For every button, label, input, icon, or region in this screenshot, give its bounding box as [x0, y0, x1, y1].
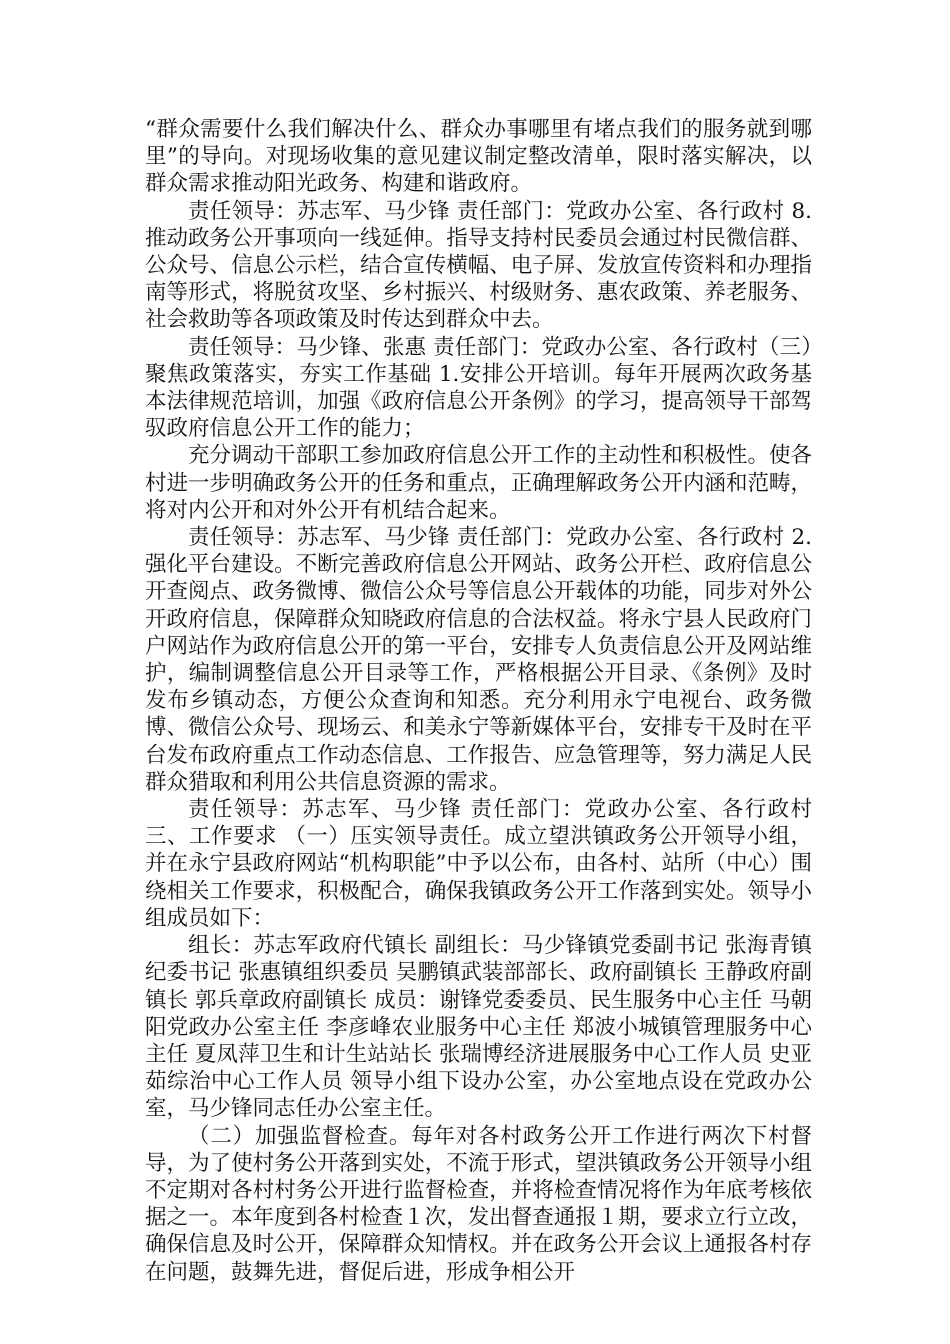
- document-page: [145, 116, 812, 1286]
- paragraph-5: 责任领导：苏志军、马少锋 责任部门：党政办公室、各行政村 2.强化平台建设。不断完善政府信息公开网站、政务公开栏、政府信息公开查阅点、政务微博、微信公众号等信息公开载体的功能，同步对外公开政府信息，保障群众知晓政府信息的合法权益。将永宁县人民政府门户网站作为政府信息公开的第一平台，安排专人负责信息公开及网站维护，编制调整信息公开目录等工作，严格根据公开目录、《条例》及时发布乡镇动态，方便公众查询和知悉。充分利用永宁电视台、政务微博、微信公众号、现场云、和美永宁等新媒体平台，安排专干及时在平台发布政府重点工作动态信息、工作报告、应急管理等，努力满足人民群众猎取和利用公共信息资源的需求。: [145, 525, 812, 795]
- paragraph-4: 充分调动干部职工参加政府信息公开工作的主动性和积极性。使各村进一步明确政务公开的任务和重点，正确理解政务公开内涵和范畴，将对内公开和对外公开有机结合起来。: [145, 443, 812, 523]
- paragraph-1: “群众需要什么我们解决什么、群众办事哪里有堵点我们的服务就到哪里”的导向。对现场收集的意见建议制定整改清单，限时落实解决，以群众需求推动阳光政务、构建和谐政府。: [145, 117, 812, 197]
- paragraph-8: （二）加强监督检查。每年对各村政务公开工作进行两次下村督导，为了使村务公开落到实处，不流于形式，望洪镇政务公开领导小组不定期对各村村务公开进行监督检查，并将检查情况将作为年底考核依据之一。本年度到各村检查１次，发出督查通报１期，要求立行立改，确保信息及时公开，保障群众知情权。并在政务公开会议上通报各村存在问题，鼓舞先进，督促后进，形成争相公开: [145, 1123, 812, 1285]
- paragraph-3: 责任领导：马少锋、张惠 责任部门：党政办公室、各行政村（三）聚焦政策落实，夯实工作基础 1.安排公开培训。每年开展两次政务基本法律规范培训，加强《政府信息公开条例》的学习，提高领导干部驾驭政府信息公开工作的能力；: [145, 334, 812, 442]
- paragraph-6: 责任领导：苏志军、马少锋 责任部门：党政办公室、各行政村 三、工作要求 （一）压实领导责任。成立望洪镇政务公开领导小组，并在永宁县政府网站“机构职能”中予以公布，由各村、站所（中心）围绕相关工作要求，积极配合，确保我镇政务公开工作落到实处。领导小组成员如下：: [145, 797, 812, 931]
- paragraph-2: 责任领导：苏志军、马少锋 责任部门：党政办公室、各行政村 8.推动政务公开事项向一线延伸。指导支持村民委员会通过村民微信群、公众号、信息公示栏，结合宣传横幅、电子屏、发放宣传资料和办理指南等形式，将脱贫攻坚、乡村振兴、村级财务、惠农政策、养老服务、社会救助等各项政策及时传达到群众中去。: [145, 198, 812, 333]
- paragraph-7: 组长：苏志军政府代镇长 副组长：马少锋镇党委副书记 张海青镇纪委书记 张惠镇组织委员 吴鹏镇武装部部长、政府副镇长 王静政府副镇长 郭兵章政府副镇长 成员：谢锋党委委员、民生服务中心主任 马朝阳党政办公室主任 李彦峰农业服务中心主任 郑波小城镇管理服务中心主任 夏凤萍卫生和计生站站长 张瑞博经济进展服务中心工作人员 史亚茹综治中心工作人员 领导小组下设办公室，办公室地点设在党政办公室，马少锋同志任办公室主任。: [145, 933, 812, 1122]
